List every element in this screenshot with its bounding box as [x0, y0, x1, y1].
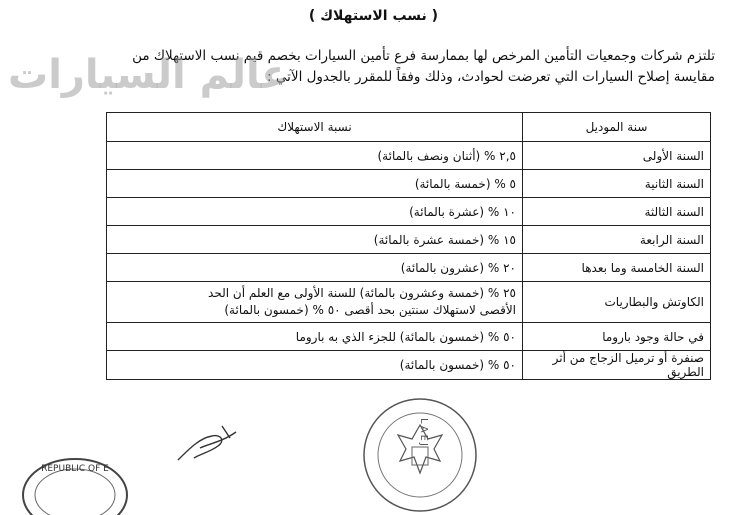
table-row — [107, 282, 711, 323]
row-model: السنة الثانية — [523, 170, 711, 198]
intro-line-1: تلتزم شركات وجمعيات التأمين المرخص لها بممارسة فرع تأمين السيارات بخصم قيم نسب الاستهلاك من — [132, 48, 715, 64]
row-model: في حالة وجود باروما — [523, 323, 711, 351]
row-model: صنفرة أو ترميل الزجاج من أثر الطريق — [523, 351, 711, 380]
table-row — [107, 226, 711, 254]
row-model: السنة الرابعة — [523, 226, 711, 254]
row-rate: ٥ % (خمسة بالمائة) — [107, 170, 523, 198]
side-code: LAEJ — [418, 418, 429, 448]
republic-stamp-icon — [20, 455, 130, 515]
row-rate: ٥٠ % (خمسون بالمائة) — [107, 351, 523, 380]
row-rate-line-1: ٢٥ % (خمسة وعشرون بالمائة) للسنة الأولى مع العلم أن الحد — [208, 286, 516, 300]
row-model: السنة الأولى — [523, 142, 711, 170]
row-model: الكاوتش والبطاريات — [523, 282, 711, 323]
row-rate-line-2: الأقصى لاستهلاك سنتين بحد أقصى ٥٠ % (خمسون بالمائة) — [224, 303, 516, 317]
signature-icon — [170, 418, 250, 468]
eagle-seal-icon — [360, 395, 480, 515]
table-row — [107, 170, 711, 198]
table-header-row — [107, 113, 711, 142]
header-model-year: سنة الموديل — [523, 113, 711, 142]
depreciation-table — [106, 112, 711, 380]
row-model: السنة الخامسة وما بعدها — [523, 254, 711, 282]
row-rate: ١٠ % (عشرة بالمائة) — [107, 198, 523, 226]
table-row — [107, 142, 711, 170]
intro-line-2: مقايسة إصلاح السيارات التي تعرضت لحوادث، وذلك وفقاً للمقرر بالجدول الآتي : — [267, 69, 715, 85]
row-rate: ٥٠ % (خمسون بالمائة) للجزء الذي به باروما — [107, 323, 523, 351]
row-rate: ١٥ % (خمسة عشرة بالمائة) — [107, 226, 523, 254]
site-watermark: عالم السيارات — [8, 52, 289, 98]
table-row — [107, 323, 711, 351]
row-rate — [107, 282, 523, 323]
row-rate: ٢,٥ % (أثنان ونصف بالمائة) — [107, 142, 523, 170]
table-row — [107, 254, 711, 282]
row-rate: ٢٠ % (عشرون بالمائة) — [107, 254, 523, 282]
header-depreciation-rate: نسبة الاستهلاك — [107, 113, 523, 142]
row-model: السنة الثالثة — [523, 198, 711, 226]
document-title: ( نسب الاستهلاك ) — [308, 8, 439, 24]
table-row — [107, 198, 711, 226]
table-row — [107, 351, 711, 380]
stamp-text: REPUBLIC OF E — [41, 464, 109, 474]
